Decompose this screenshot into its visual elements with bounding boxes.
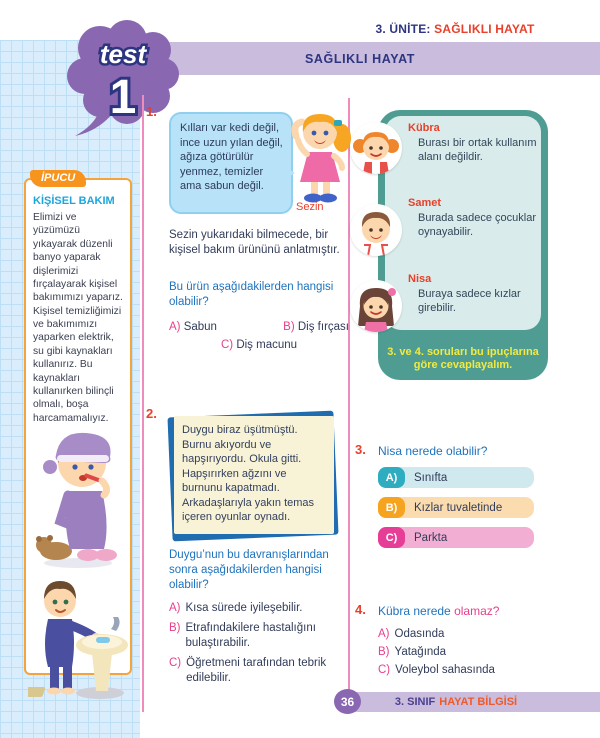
option-a-text: Odasında xyxy=(394,628,445,640)
boy-washing-hands-illustration xyxy=(28,575,128,703)
samet-avatar xyxy=(350,204,402,256)
unit-name: SAĞLIKLI HAYAT xyxy=(434,22,535,36)
option-b xyxy=(378,646,495,658)
question-4-number: 4. xyxy=(355,602,366,617)
speaker-name: Nisa xyxy=(408,273,432,285)
unit-title xyxy=(340,22,570,36)
option-a-letter: A) xyxy=(378,628,390,640)
option-b-text: Kızlar tuvaletinde xyxy=(414,501,503,514)
footer-grade: 3. SINIF xyxy=(394,696,436,708)
option-c-text: Öğretmeni tarafından tebrik edilebilir. xyxy=(186,656,327,684)
option-c-pill xyxy=(378,527,534,548)
question-4-question xyxy=(378,604,499,618)
option-a xyxy=(378,628,495,640)
question-1-statement: Sezin yukarıdaki bilmecede, bir kişisel bakım ürününü anlatmıştır. xyxy=(169,229,340,257)
hint-panel xyxy=(378,110,548,380)
question-2-number: 2. xyxy=(146,406,157,421)
option-b xyxy=(169,621,349,651)
header-bar xyxy=(120,42,600,75)
girl-brushing-teeth-illustration xyxy=(30,429,126,571)
question-4-options xyxy=(378,628,495,682)
option-c-badge: C) xyxy=(378,527,405,548)
footer-subject: HAYAT BİLGİSİ xyxy=(439,696,518,708)
option-c xyxy=(378,664,495,676)
option-c-text: Parkta xyxy=(414,531,448,544)
option-a-badge: A) xyxy=(378,467,405,488)
footer-bar xyxy=(342,692,600,712)
test-number-badge xyxy=(55,18,185,140)
speaker-name: Samet xyxy=(408,197,442,209)
option-a-text: Kısa sürede iyileşebilir. xyxy=(185,602,303,614)
question-2-question: Duygu’nun bu davranışlarından sonra aşağıdakilerden hangisi olabilir? xyxy=(169,549,329,592)
question-3-question: Nisa nerede olabilir? xyxy=(378,444,488,458)
question-2-options xyxy=(169,601,349,691)
question-1-options xyxy=(169,321,349,351)
riddle-speech-bubble: Kılları var kedi değil, ince uzun yılan değil, ağıza götürülür yenmez, temizler ama sabun değil. xyxy=(169,112,293,214)
tip-body: Elimizi ve yüzümüzü yıkayarak düzenli banyo yaparak dişlerimizi fırçalayarak kişisel bakımımızı yaparız. Kişisel temizliğimizi ve bakımımızı yaparken elektrik, su gibi kaynakları kullanırız. Bu kaynakları kullanırken bilinçli olmalı, boşa harcamamalıyız. xyxy=(33,212,123,424)
speaker-name: Kübra xyxy=(408,122,440,134)
option-a-pill xyxy=(378,467,534,488)
speaker-samet xyxy=(408,197,540,240)
option-b-text: Yatağında xyxy=(394,646,447,658)
question-4-blue-part: Kübra nerede xyxy=(378,604,451,618)
option-b xyxy=(283,321,349,333)
note-text: Duygu biraz üşütmüştü. Burnu akıyordu ve hapşırıyordu. Okula gitti. Hapşırırken ağzını ve burnunu kapatmadı. Arkadaşlarıyla yakın temas içeren oyunlar oynadı. xyxy=(174,416,334,534)
column-divider-left xyxy=(142,95,144,712)
option-c-letter: C) xyxy=(378,664,391,676)
kubra-avatar xyxy=(350,122,402,174)
test-word: test xyxy=(99,39,147,69)
test-number: 1 xyxy=(109,71,137,124)
speaker-text: Burada sadece çocuklar oynayabilir. xyxy=(418,212,537,239)
question-4-pink-part: olamaz? xyxy=(454,604,500,618)
speaker-kubra xyxy=(408,122,540,165)
question-1-number: 1. xyxy=(146,104,157,119)
sezin-illustration xyxy=(290,110,352,205)
character-name-label: Sezin xyxy=(296,201,324,213)
speaker-text: Burası bir ortak kullanım alanı değildir. xyxy=(418,137,537,164)
question-1-question: Bu ürün aşağıdakilerden hangisi olabilir? xyxy=(169,281,334,309)
option-b-letter: B) xyxy=(283,321,295,333)
speaker-nisa xyxy=(408,273,540,316)
option-a-letter: A) xyxy=(169,602,181,614)
page-number-bubble: 36 xyxy=(334,689,361,714)
option-a-letter: A) xyxy=(169,321,181,333)
option-c xyxy=(169,339,349,351)
option-b-letter: B) xyxy=(378,646,390,658)
nisa-avatar xyxy=(350,280,402,332)
hint-footer-text: 3. ve 4. soruları bu ipuçlarına göre cevaplayalım. xyxy=(387,345,539,372)
option-a-text: Sınıfta xyxy=(414,471,448,484)
option-a xyxy=(169,601,349,616)
tip-tab: İPUCU xyxy=(30,170,86,187)
unit-label: 3. ÜNİTE: xyxy=(375,22,431,36)
speaker-text: Buraya sadece kızlar girebilir. xyxy=(418,288,521,315)
option-b-text: Etrafındakilere hastalığını bulaştırabilir. xyxy=(185,621,316,649)
question-3-number: 3. xyxy=(355,442,366,457)
option-b-letter: B) xyxy=(169,621,181,634)
option-a-text: Sabun xyxy=(183,321,217,333)
option-c xyxy=(169,656,349,686)
tip-box xyxy=(24,172,132,675)
page-title: SAĞLIKLI HAYAT xyxy=(304,51,416,66)
footer-text xyxy=(342,692,570,712)
option-c-text: Diş macunu xyxy=(236,339,298,351)
option-c-letter: C) xyxy=(169,656,182,669)
option-c-letter: C) xyxy=(220,339,234,351)
option-b-text: Diş fırçası xyxy=(297,321,349,333)
option-c-text: Voleybol sahasında xyxy=(395,664,495,676)
option-b-badge: B) xyxy=(378,497,405,518)
option-b-pill xyxy=(378,497,534,518)
question-2-note xyxy=(170,414,336,538)
option-a xyxy=(169,321,217,333)
tip-title: KİŞİSEL BAKIM xyxy=(33,195,115,207)
question-3-options xyxy=(378,467,534,557)
